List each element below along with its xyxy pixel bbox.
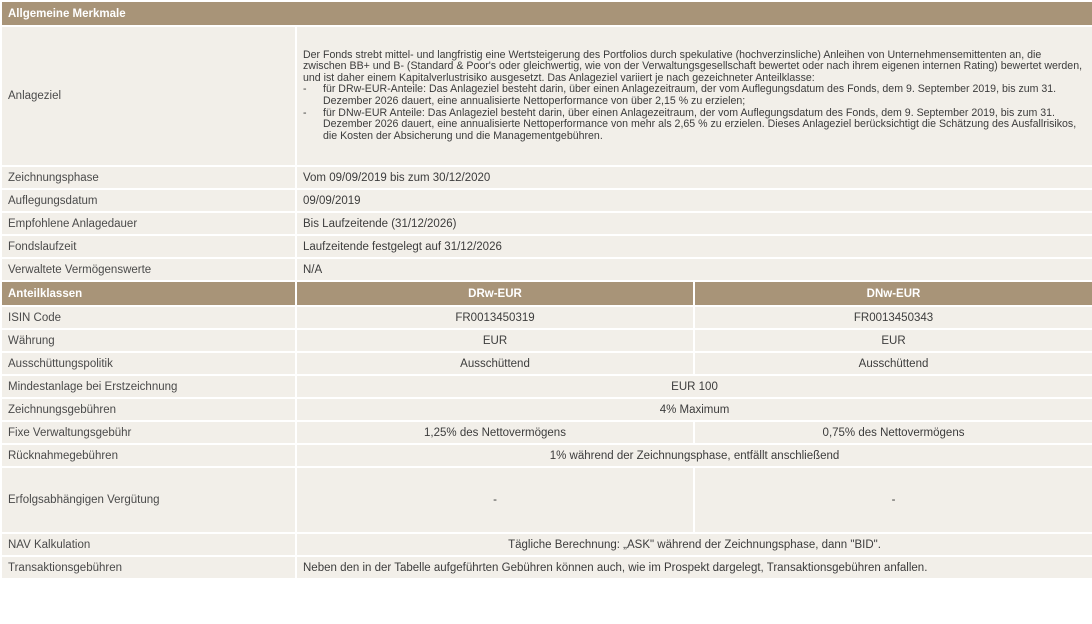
- cell-drw: EUR: [296, 329, 694, 352]
- column-header-dnw: DNw-EUR: [694, 281, 1092, 306]
- cell-merged: EUR 100: [296, 375, 1092, 398]
- table-row: [1, 421, 1092, 444]
- table-row: [1, 212, 1092, 235]
- table-row: [1, 533, 1092, 556]
- row-label: Fixe Verwaltungsgebühr: [1, 421, 296, 444]
- table-row: [1, 398, 1092, 421]
- section-header-share-classes: [1, 281, 1092, 306]
- objective-bullet-drw: für DRw-EUR-Anteile: Das Anlageziel besteht darin, über einen Anlagezeitraum, der vom Auflegungsdatum des Fonds, dem 9. September 2019, bis zum 31. Dezember 2026 dauert, eine annualisierte Nettoperformance von über 2,15 % zu erzielen;: [323, 83, 1057, 107]
- cell-dnw: -: [694, 467, 1092, 533]
- cell-merged: 1% während der Zeichnungsphase, entfällt anschließend: [296, 444, 1092, 467]
- row-value: Vom 09/09/2019 bis zum 30/12/2020: [296, 166, 1092, 189]
- row-label: Währung: [1, 329, 296, 352]
- list-item: [303, 84, 1086, 107]
- row-value: Bis Laufzeitende (31/12/2026): [296, 212, 1092, 235]
- objective-list: [303, 84, 1086, 142]
- table-row: [1, 189, 1092, 212]
- section-title-share-classes: Anteilklassen: [1, 281, 296, 306]
- bullet-marker: -: [303, 83, 307, 96]
- row-label: Auflegungsdatum: [1, 189, 296, 212]
- table-row: [1, 352, 1092, 375]
- table-row: [1, 329, 1092, 352]
- investment-objective: [296, 26, 1092, 166]
- row-label: Zeichnungsgebühren: [1, 398, 296, 421]
- table-row: [1, 166, 1092, 189]
- row-label: Erfolgsabhängigen Vergütung: [1, 467, 296, 533]
- table-row: [1, 306, 1092, 329]
- table-row: [1, 235, 1092, 258]
- row-label: ISIN Code: [1, 306, 296, 329]
- objective-bullet-dnw: für DNw-EUR Anteile: Das Anlageziel besteht darin, über einen Anlagezeitraum, der vom Auflegungsdatum des Fonds, dem 9. September 2019, bis zum 31. Dezember 2026 dauert, eine annualisierte Nettoperformance von mehr als 2,65 % zu erzielen. Dieses Anlageziel berücksichtigt die Schätzung des Ausfallrisikos, die Kosten der Absicherung und die Managementgebühren.: [323, 106, 1077, 142]
- row-value: Laufzeitende festgelegt auf 31/12/2026: [296, 235, 1092, 258]
- cell-dnw: EUR: [694, 329, 1092, 352]
- bullet-marker: -: [303, 106, 307, 119]
- table-row: [1, 375, 1092, 398]
- row-label: Empfohlene Anlagedauer: [1, 212, 296, 235]
- table-row: [1, 467, 1092, 533]
- column-header-drw: DRw-EUR: [296, 281, 694, 306]
- cell-dnw: 0,75% des Nettovermögens: [694, 421, 1092, 444]
- section-header-general: [1, 1, 1092, 26]
- row-value: N/A: [296, 258, 1092, 281]
- row-label: Zeichnungsphase: [1, 166, 296, 189]
- row-label: Transaktionsgebühren: [1, 556, 296, 579]
- row-label: Fondslaufzeit: [1, 235, 296, 258]
- table-row: [1, 556, 1092, 579]
- row-label: Anlageziel: [1, 26, 296, 166]
- cell-dnw: FR0013450343: [694, 306, 1092, 329]
- cell-drw: -: [296, 467, 694, 533]
- row-label: Ausschüttungspolitik: [1, 352, 296, 375]
- row-value: 09/09/2019: [296, 189, 1092, 212]
- table-row: [1, 26, 1092, 166]
- row-value: Neben den in der Tabelle aufgeführten Gebühren können auch, wie im Prospekt dargelegt, Transaktionsgebühren anfallen.: [296, 556, 1092, 579]
- table-row: [1, 444, 1092, 467]
- section-title-general: Allgemeine Merkmale: [1, 1, 1092, 26]
- cell-drw: FR0013450319: [296, 306, 694, 329]
- row-label: Verwaltete Vermögenswerte: [1, 258, 296, 281]
- list-item: [303, 108, 1086, 143]
- cell-dnw: Ausschüttend: [694, 352, 1092, 375]
- row-label: NAV Kalkulation: [1, 533, 296, 556]
- objective-intro: Der Fonds strebt mittel- und langfristig eine Wertsteigerung des Portfolios durch spekulative (hochverzinsliche) Anleihen von Unternehmensemittenten an, die zwischen BB+ und B- (Standard & Poor's oder gleichwertig, wie von der Verwaltungsgesellschaft bewertet oder nach ihrem eigenen internen Rating) bewertet werden, und ist daher einem Kapitalverlustrisiko ausgesetzt. Das Anlageziel variiert je nach gezeichneter Anteilklasse:: [303, 48, 1083, 84]
- cell-merged: Tägliche Berechnung: „ASK" während der Zeichnungsphase, dann "BID".: [296, 533, 1092, 556]
- table-row: [1, 258, 1092, 281]
- row-label: Mindestanlage bei Erstzeichnung: [1, 375, 296, 398]
- cell-drw: 1,25% des Nettovermögens: [296, 421, 694, 444]
- cell-merged: 4% Maximum: [296, 398, 1092, 421]
- row-label: Rücknahmegebühren: [1, 444, 296, 467]
- cell-drw: Ausschüttend: [296, 352, 694, 375]
